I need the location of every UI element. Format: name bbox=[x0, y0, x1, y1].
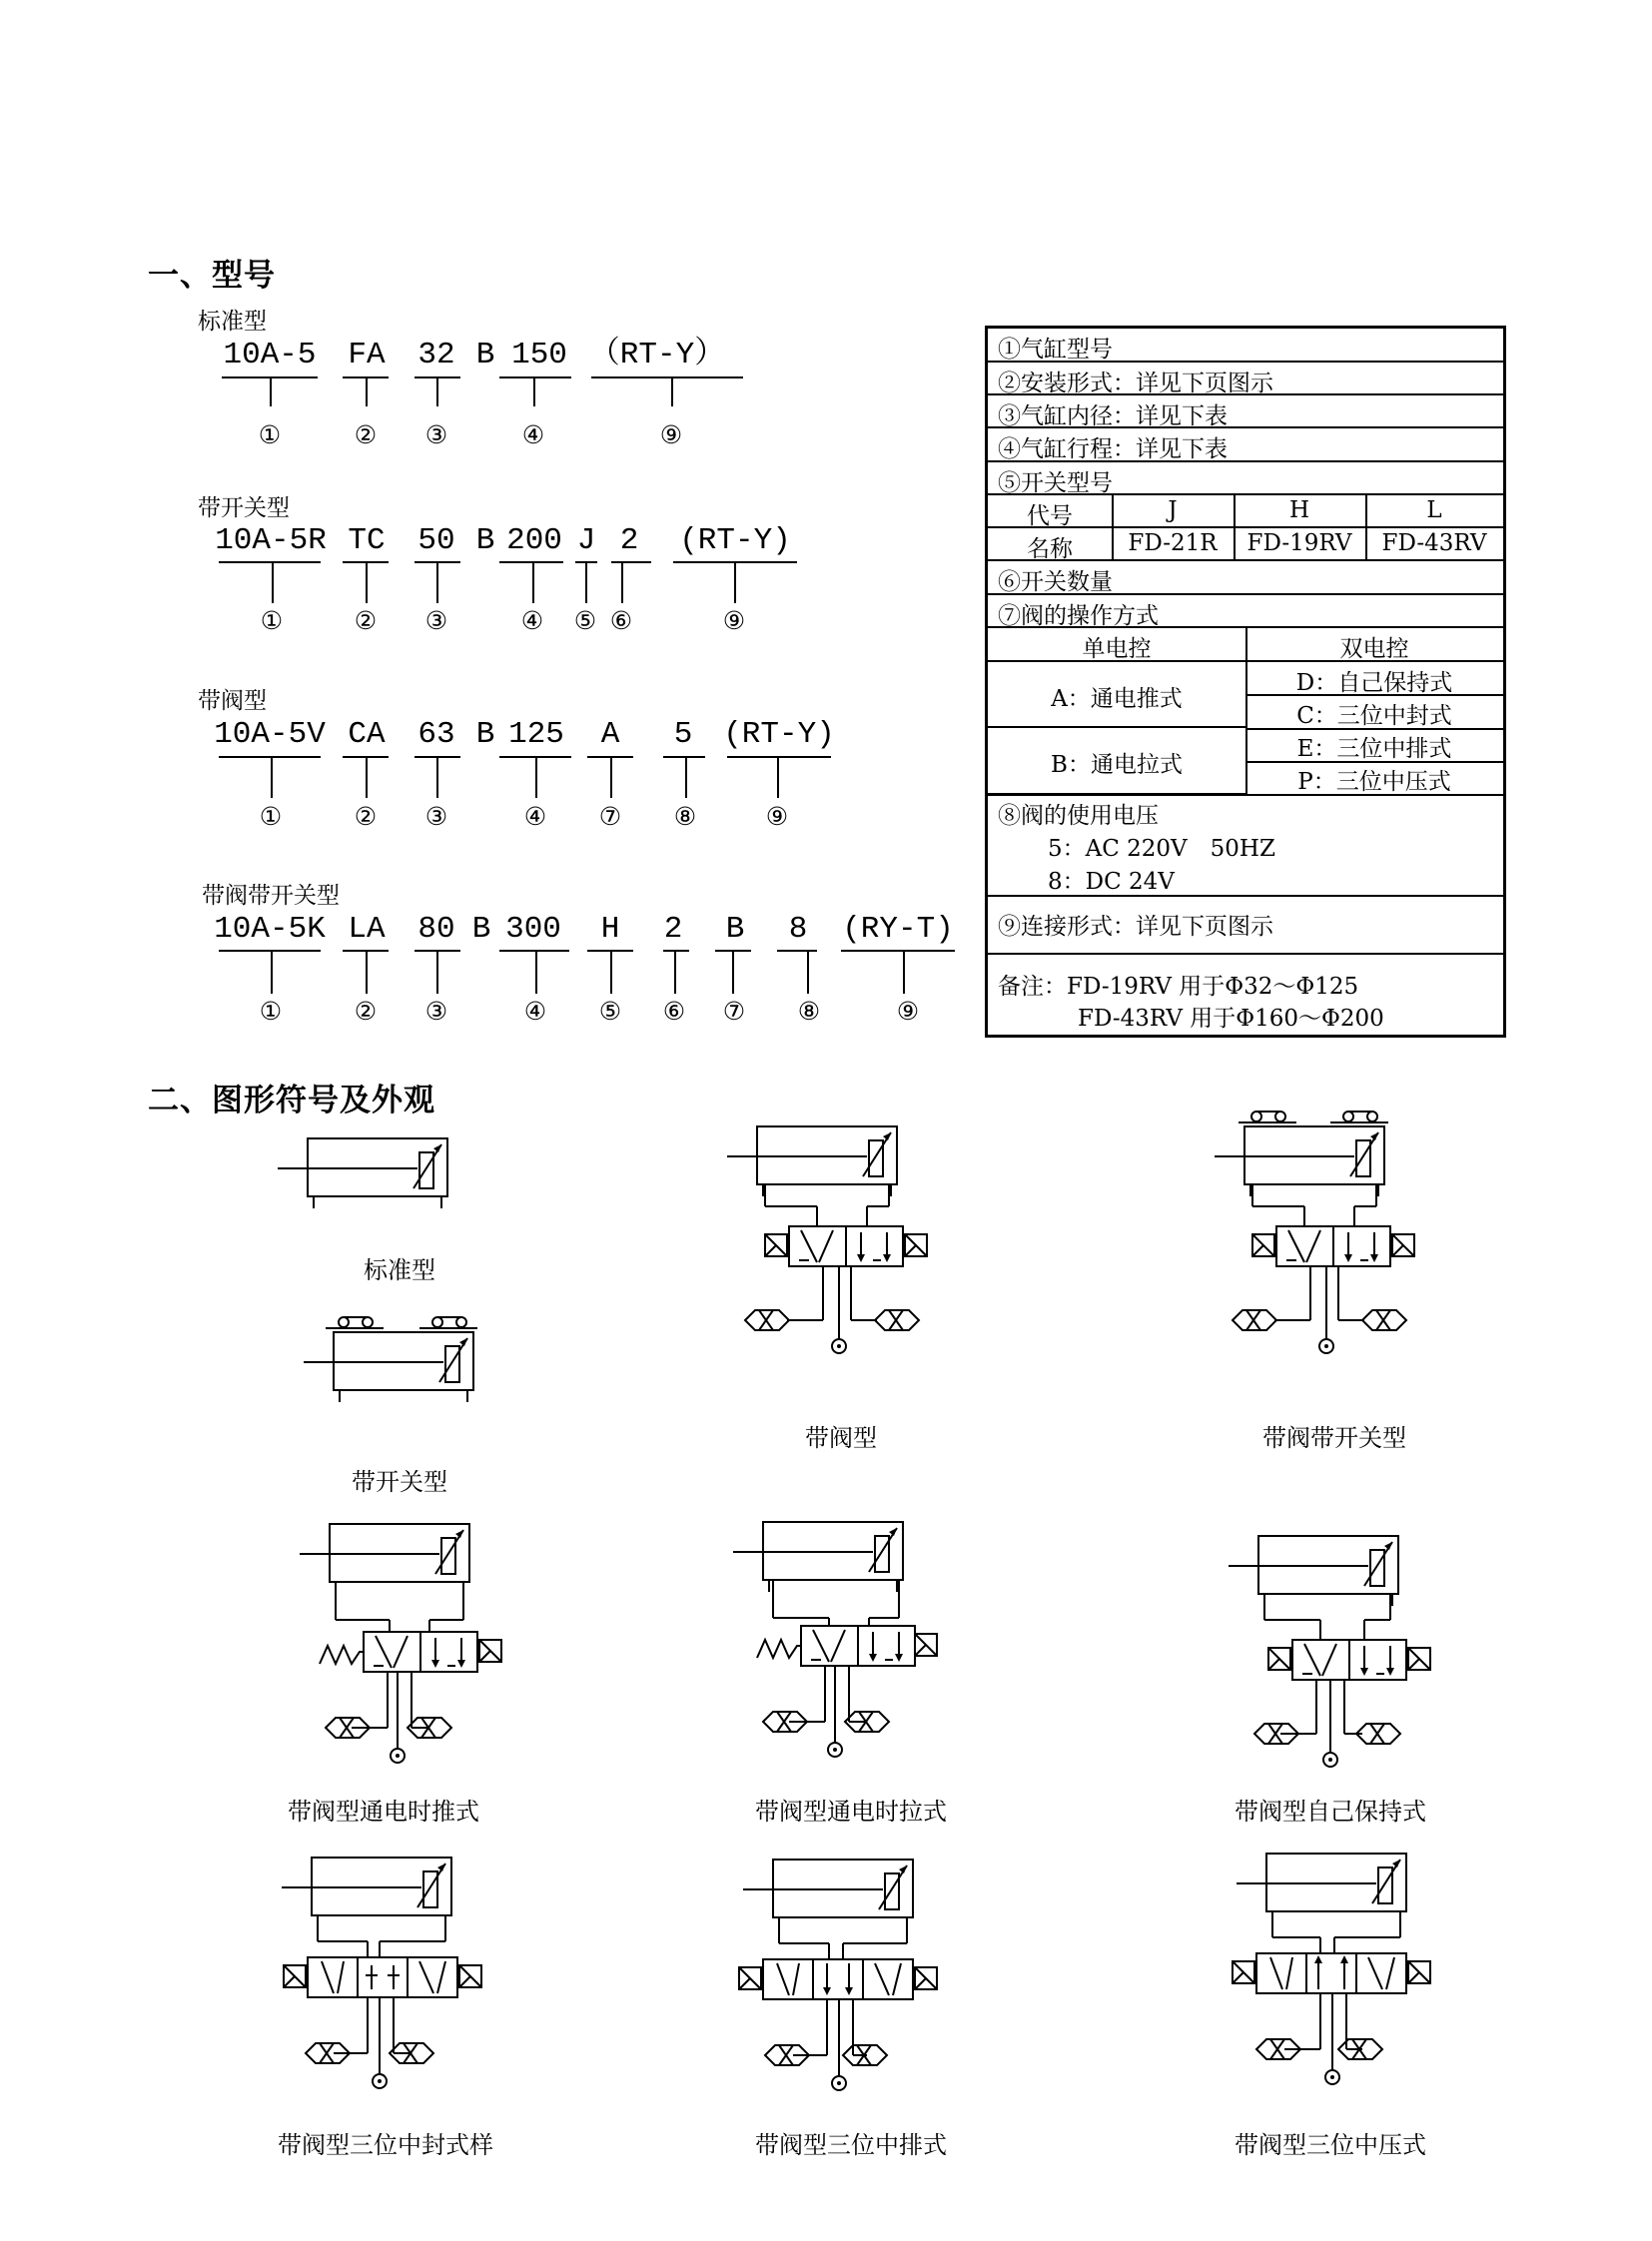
symbol-pull bbox=[733, 1522, 933, 1762]
symbol-exhaust-center bbox=[743, 1860, 943, 2099]
legend-note: FD-43RV 用于Φ160～Φ200 bbox=[1078, 1006, 1384, 1032]
legend-row: ①气缸型号 bbox=[998, 337, 1113, 363]
op-p: P：三位中压式 bbox=[1297, 769, 1451, 795]
code-seg: (RT-Y) bbox=[723, 717, 835, 752]
switch-code: L bbox=[1426, 497, 1442, 523]
code-seg: （RT-Y） bbox=[588, 338, 726, 373]
num-circle: ④ bbox=[523, 997, 547, 1026]
num-circle: ⑤ bbox=[598, 997, 622, 1026]
caption-hold: 带阀型自己保持式 bbox=[1235, 1798, 1426, 1826]
switch-code-header: 代号 bbox=[1027, 503, 1073, 529]
caption-valve-switch: 带阀带开关型 bbox=[1262, 1424, 1406, 1452]
caption-standard: 标准型 bbox=[364, 1256, 435, 1284]
switch-name-header: 名称 bbox=[1027, 536, 1073, 562]
switch-code: J bbox=[1168, 497, 1178, 523]
legend-row: ⑤开关型号 bbox=[998, 470, 1113, 496]
model-label-valve-switch: 带阀带开关型 bbox=[202, 883, 340, 909]
op-b: B：通电拉式 bbox=[1051, 752, 1183, 778]
op-e: E：三位中排式 bbox=[1296, 736, 1452, 762]
num-circle: ① bbox=[258, 420, 282, 449]
num-circle: ② bbox=[354, 420, 378, 449]
model-label-switch: 带开关型 bbox=[198, 495, 290, 521]
code-seg: 5 bbox=[673, 717, 693, 752]
caption-pressure-center: 带阀型三位中压式 bbox=[1235, 2131, 1426, 2159]
num-circle: ① bbox=[259, 802, 283, 831]
num-circle: ⑦ bbox=[598, 802, 622, 831]
switch-code: H bbox=[1288, 497, 1310, 523]
switch-name: FD-43RV bbox=[1381, 530, 1487, 556]
code-seg: 8 bbox=[788, 912, 808, 947]
num-circle: ② bbox=[354, 997, 378, 1026]
num-circle: ④ bbox=[523, 802, 547, 831]
caption-switch: 带开关型 bbox=[352, 1468, 447, 1496]
symbol-push bbox=[300, 1524, 499, 1764]
num-circle: ③ bbox=[424, 802, 448, 831]
legend-row: ④气缸行程：详见下表 bbox=[998, 436, 1228, 462]
symbol-closed-center bbox=[282, 1858, 481, 2097]
num-circle: ② bbox=[354, 606, 378, 635]
legend-note: 备注：FD-19RV 用于Φ32～Φ125 bbox=[998, 974, 1359, 1000]
code-seg: 10A-5V bbox=[214, 717, 326, 752]
num-circle: ③ bbox=[424, 997, 448, 1026]
num-circle: ③ bbox=[424, 606, 448, 635]
caption-valve: 带阀型 bbox=[805, 1424, 877, 1452]
code-seg: LA bbox=[348, 912, 386, 947]
num-circle: ① bbox=[259, 997, 283, 1026]
legend-table bbox=[985, 326, 1506, 1038]
symbol-pressure-center bbox=[1237, 1854, 1436, 2093]
code-seg: FA bbox=[348, 338, 386, 373]
num-circle: ⑨ bbox=[896, 997, 920, 1026]
voltage-ac: 5：AC 220V 50HZ bbox=[1048, 836, 1275, 862]
symbol-switch bbox=[304, 1316, 493, 1406]
section-heading-model: 一、型号 bbox=[148, 258, 276, 294]
code-seg: B bbox=[475, 523, 495, 558]
symbol-valve-switch bbox=[1215, 1111, 1414, 1358]
code-seg: J bbox=[576, 523, 596, 558]
code-seg: 50 bbox=[417, 523, 455, 558]
code-seg: 150 bbox=[511, 338, 567, 373]
code-seg: CA bbox=[348, 717, 386, 752]
num-circle: ③ bbox=[424, 420, 448, 449]
num-circle: ⑧ bbox=[673, 802, 697, 831]
code-seg: 300 bbox=[505, 912, 561, 947]
code-seg: 80 bbox=[417, 912, 455, 947]
num-circle: ① bbox=[260, 606, 284, 635]
code-seg: 32 bbox=[417, 338, 455, 373]
num-circle: ⑧ bbox=[797, 997, 821, 1026]
num-circle: ⑥ bbox=[609, 606, 633, 635]
num-circle: ⑤ bbox=[573, 606, 597, 635]
code-seg: B bbox=[475, 717, 495, 752]
op-c: C：三位中封式 bbox=[1296, 703, 1452, 729]
switch-code-row bbox=[988, 495, 1503, 528]
code-seg: A bbox=[600, 717, 620, 752]
caption-exhaust-center: 带阀型三位中排式 bbox=[755, 2131, 947, 2159]
code-seg: 2 bbox=[663, 912, 683, 947]
code-seg: B bbox=[725, 912, 745, 947]
code-seg: H bbox=[600, 912, 620, 947]
caption-pull: 带阀型通电时拉式 bbox=[755, 1798, 947, 1826]
code-seg: 125 bbox=[508, 717, 564, 752]
num-circle: ⑨ bbox=[765, 802, 789, 831]
num-circle: ⑦ bbox=[722, 997, 746, 1026]
code-seg: TC bbox=[348, 523, 386, 558]
model-label-valve: 带阀型 bbox=[198, 688, 267, 714]
op-double-header: 双电控 bbox=[1339, 636, 1409, 662]
op-a: A：通电推式 bbox=[1051, 686, 1183, 712]
code-seg: B bbox=[471, 912, 491, 947]
switch-name-row bbox=[988, 528, 1503, 561]
code-seg: (RY-T) bbox=[842, 912, 954, 947]
num-circle: ⑥ bbox=[662, 997, 686, 1026]
code-seg: B bbox=[475, 338, 495, 373]
code-seg: 10A-5R bbox=[215, 523, 327, 558]
code-seg: 2 bbox=[619, 523, 639, 558]
code-seg: 10A-5 bbox=[223, 338, 317, 373]
section-heading-symbols: 二、图形符号及外观 bbox=[148, 1083, 435, 1119]
model-label-standard: 标准型 bbox=[198, 309, 267, 335]
symbol-hold bbox=[1229, 1536, 1428, 1768]
num-circle: ④ bbox=[521, 420, 545, 449]
num-circle: ④ bbox=[520, 606, 544, 635]
code-seg: 63 bbox=[417, 717, 455, 752]
switch-name: FD-19RV bbox=[1246, 530, 1352, 556]
switch-name: FD-21R bbox=[1128, 530, 1218, 556]
symbol-valve bbox=[727, 1126, 927, 1356]
num-circle: ② bbox=[354, 802, 378, 831]
legend-row: ②安装形式：详见下页图示 bbox=[998, 371, 1273, 396]
caption-push: 带阀型通电时推式 bbox=[288, 1798, 479, 1826]
code-seg: (RT-Y) bbox=[679, 523, 791, 558]
legend-row: ⑦阀的操作方式 bbox=[998, 603, 1159, 629]
legend-row: ⑨连接形式：详见下页图示 bbox=[998, 914, 1273, 940]
legend-row: ③气缸内径：详见下表 bbox=[998, 403, 1228, 429]
caption-closed-center: 带阀型三位中封式样 bbox=[278, 2131, 493, 2159]
op-d: D：自己保持式 bbox=[1295, 670, 1453, 696]
code-seg: 200 bbox=[506, 523, 562, 558]
symbol-standard bbox=[278, 1138, 461, 1212]
num-circle: ⑨ bbox=[722, 606, 746, 635]
code-seg: 10A-5K bbox=[214, 912, 326, 947]
num-circle: ⑨ bbox=[659, 420, 683, 449]
op-single-header: 单电控 bbox=[1082, 636, 1152, 662]
legend-row: ⑥开关数量 bbox=[998, 569, 1113, 595]
legend-row: ⑧阀的使用电压 bbox=[998, 803, 1159, 829]
voltage-dc: 8：DC 24V bbox=[1048, 869, 1175, 895]
